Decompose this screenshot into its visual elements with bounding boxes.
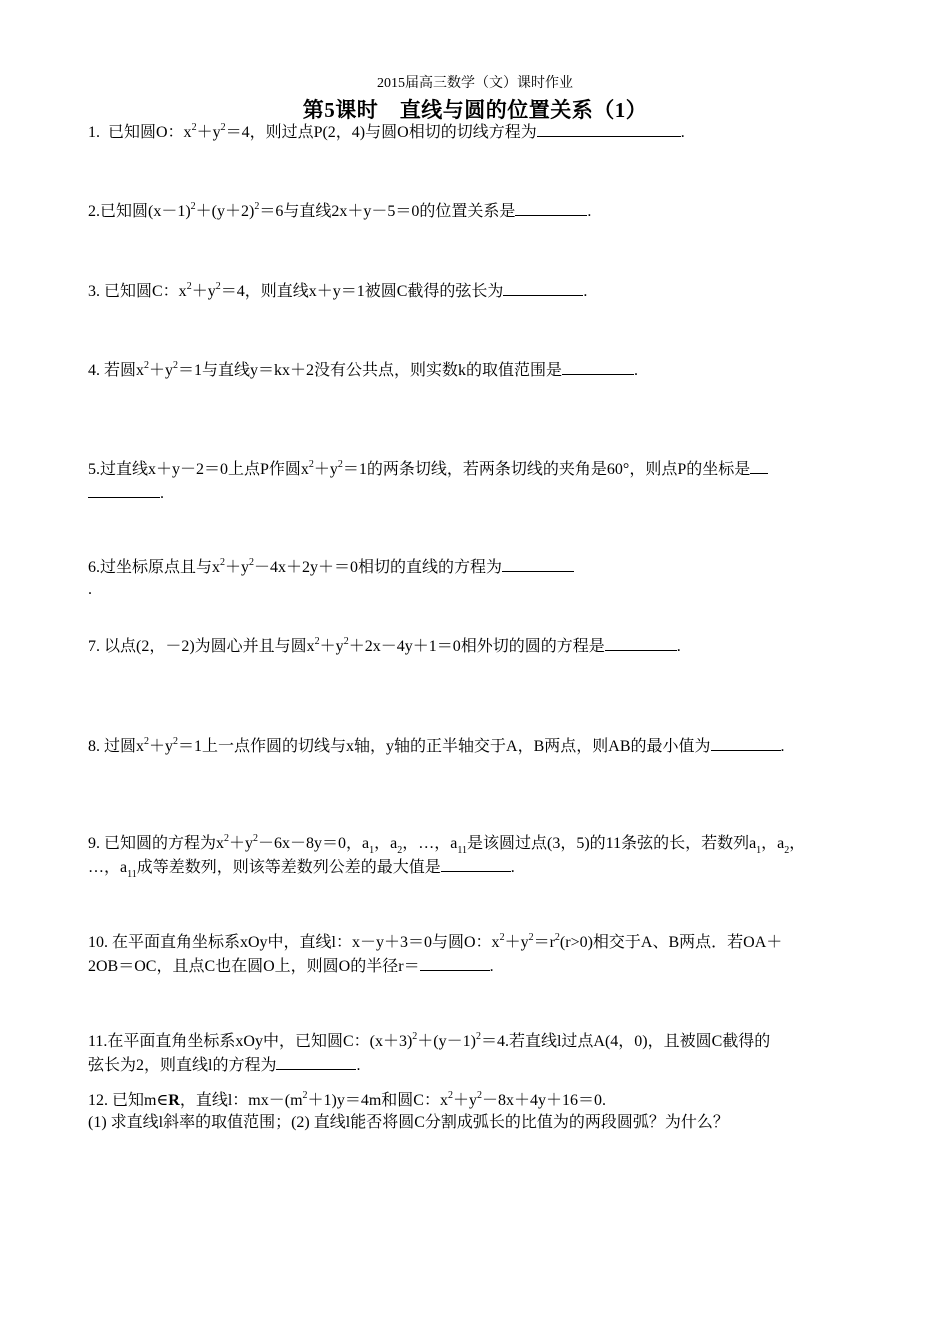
superscript: 2 [475, 1030, 481, 1042]
question-text: 10. 在平面直角坐标系xOy中，直线l：x－y＋3＝0与圆O：x [88, 934, 500, 951]
answer-blank [562, 358, 634, 375]
question-line [88, 1090, 870, 1112]
question-text: ＋y [313, 461, 338, 478]
question-line [88, 833, 870, 855]
question-4 [88, 358, 870, 382]
question-3 [88, 279, 870, 303]
question-text: －6x－8y＝0，a [258, 835, 370, 852]
superscript: 2 [528, 931, 534, 943]
subscript: 2 [784, 845, 790, 857]
question-text: ＋2x－4y＋1＝0相外切的圆的方程是 [348, 638, 605, 655]
question-text: 2.已知圆(x－1) [88, 203, 191, 220]
question-text: ＝4.若直线l过点A(4，0)，且被圆C截得的 [480, 1033, 771, 1050]
answer-blank [515, 199, 587, 216]
question-text: ＋y [452, 1092, 477, 1109]
superscript: 2 [173, 735, 179, 747]
subscript: 11 [127, 869, 137, 881]
question-text: 4. 若圆x [88, 362, 145, 379]
superscript: 2 [412, 1030, 418, 1042]
question-text: ＋y [149, 362, 174, 379]
question-text: ，a [374, 835, 398, 852]
question-text: 1. 已知圆O：x [88, 124, 192, 141]
superscript: 2 [302, 1089, 308, 1101]
superscript: 2 [144, 735, 150, 747]
question-text: ＋y [229, 835, 254, 852]
subscript: 1 [756, 845, 762, 857]
answer-blank [750, 457, 768, 474]
question-text: ＋y [191, 283, 216, 300]
question-1 [88, 120, 870, 144]
superscript: 2 [249, 556, 255, 568]
page-header: 2015届高三数学（文）课时作业 [377, 76, 573, 91]
question-line [88, 555, 870, 579]
question-text: 是该圆过点(3，5)的11条弦的长，若数列a [467, 835, 757, 852]
question-text: 7. 以点(2，－2)为圆心并且与圆x [88, 638, 315, 655]
question-text: ，直线l：mx－(m [179, 1092, 303, 1109]
superscript: 2 [215, 280, 221, 292]
question-text: ＋y [149, 738, 174, 755]
question-line [88, 1112, 870, 1134]
question-text: ＝4，则直线x＋y＝1被圆C截得的弦长为 [220, 283, 504, 300]
question-6 [88, 555, 870, 601]
question-text: 5.过直线x＋y－2＝0上点P作圆x [88, 461, 309, 478]
question-text: ＋y [225, 559, 250, 576]
answer-blank [88, 481, 160, 498]
answer-blank [503, 279, 583, 296]
question-text: 2OB＝OC，且点C也在圆O上，则圆O的半径r＝ [88, 958, 420, 975]
question-text: ， [789, 835, 806, 852]
question-5 [88, 457, 870, 505]
question-line [88, 199, 870, 223]
question-text: . [583, 283, 588, 300]
question-7 [88, 634, 870, 658]
answer-blank [441, 855, 511, 872]
question-2 [88, 199, 870, 223]
question-line [88, 932, 870, 954]
answer-blank [537, 120, 681, 137]
question-text: . [680, 124, 685, 141]
question-text: 12. 已知m∈ [88, 1092, 169, 1109]
question-line [88, 954, 870, 978]
question-text: 9. 已知圆的方程为x [88, 835, 225, 852]
question-text: . [356, 1057, 361, 1074]
question-text: 8. 过圆x [88, 738, 145, 755]
question-9 [88, 833, 870, 879]
answer-blank [502, 555, 574, 572]
question-line [88, 279, 870, 303]
question-line [88, 579, 870, 601]
question-line [88, 358, 870, 382]
question-text: ＋(y＋2) [195, 203, 255, 220]
subscript: 1 [369, 845, 375, 857]
superscript: 2 [253, 832, 259, 844]
page-title: 第5课时 直线与圆的位置关系（1） [302, 98, 648, 122]
question-text: . [634, 362, 639, 379]
question-text: …，a [88, 859, 128, 876]
question-text: －8x＋4y＋16＝0. [482, 1092, 607, 1109]
superscript: 2 [499, 931, 505, 943]
question-text: 3. 已知圆C：x [88, 283, 187, 300]
bold-symbol: R [168, 1092, 180, 1109]
question-line [88, 634, 870, 658]
superscript: 2 [186, 280, 192, 292]
question-11 [88, 1031, 870, 1077]
question-text: . [88, 581, 92, 598]
answer-blank [711, 734, 781, 751]
question-12 [88, 1090, 870, 1134]
superscript: 2 [190, 200, 196, 212]
question-text: ＋y [319, 638, 344, 655]
question-text: ，…，a [402, 835, 458, 852]
superscript: 2 [220, 121, 226, 133]
answer-blank [420, 954, 490, 971]
question-text: (r>0)相交于A、B两点．若OA＋ [559, 934, 783, 951]
superscript: 2 [314, 635, 320, 647]
question-text: ＋(y－1) [417, 1033, 476, 1050]
question-text: 成等差数列，则该等差数列公差的最大值是 [136, 859, 441, 876]
superscript: 2 [224, 832, 230, 844]
question-text: －4x＋2y＋＝0相切的直线的方程为 [254, 559, 503, 576]
superscript: 2 [447, 1089, 453, 1101]
question-8 [88, 734, 870, 758]
subscript: 11 [457, 845, 467, 857]
question-text: . [780, 738, 785, 755]
superscript: 2 [337, 458, 343, 470]
subscript: 2 [397, 845, 403, 857]
question-line [88, 120, 870, 144]
question-text: ，a [761, 835, 785, 852]
question-text: ＝1的两条切线，若两条切线的夹角是60°，则点P的坐标是 [342, 461, 751, 478]
question-text: ＝r [533, 934, 555, 951]
question-text: 弦长为2，则直线l的方程为 [88, 1057, 277, 1074]
question-text: . [489, 958, 494, 975]
superscript: 2 [220, 556, 226, 568]
question-line [88, 1053, 870, 1077]
superscript: 2 [477, 1089, 482, 1101]
question-10 [88, 932, 870, 978]
question-line [88, 457, 870, 481]
question-text: (1) 求直线l斜率的取值范围；(2) 直线l能否将圆C分割成弧长的比值为的两段圆弧？为什么？ [88, 1114, 729, 1131]
question-text: . [676, 638, 681, 655]
answer-blank [276, 1053, 356, 1070]
question-line [88, 1031, 870, 1053]
superscript: 2 [254, 200, 260, 212]
superscript: 2 [191, 121, 197, 133]
question-text: . [510, 859, 515, 876]
question-text: 11.在平面直角坐标系xOy中，已知圆C：(x＋3) [88, 1033, 413, 1050]
question-text: . [160, 485, 164, 502]
question-text: ＋y [504, 934, 529, 951]
superscript: 2 [173, 359, 179, 371]
question-text: ＋1)y＝4m和圆C：x [307, 1092, 448, 1109]
question-line [88, 734, 870, 758]
question-text: 6.过坐标原点且与x [88, 559, 221, 576]
question-text: ＝1与直线y＝kx＋2没有公共点，则实数k的取值范围是 [178, 362, 563, 379]
question-line [88, 855, 870, 879]
question-text: ＝6与直线2x＋y－5＝0的位置关系是 [259, 203, 516, 220]
answer-blank [605, 634, 677, 651]
question-text: ＝1上一点作圆的切线与x轴，y轴的正半轴交于A，B两点，则AB的最小值为 [178, 738, 711, 755]
superscript: 2 [144, 359, 150, 371]
question-text: . [587, 203, 592, 220]
superscript: 2 [554, 931, 560, 943]
question-text: ＝4，则过点P(2，4)与圆O相切的切线方程为 [225, 124, 537, 141]
superscript: 2 [343, 635, 349, 647]
question-line [88, 481, 870, 505]
question-text: ＋y [196, 124, 221, 141]
superscript: 2 [308, 458, 314, 470]
